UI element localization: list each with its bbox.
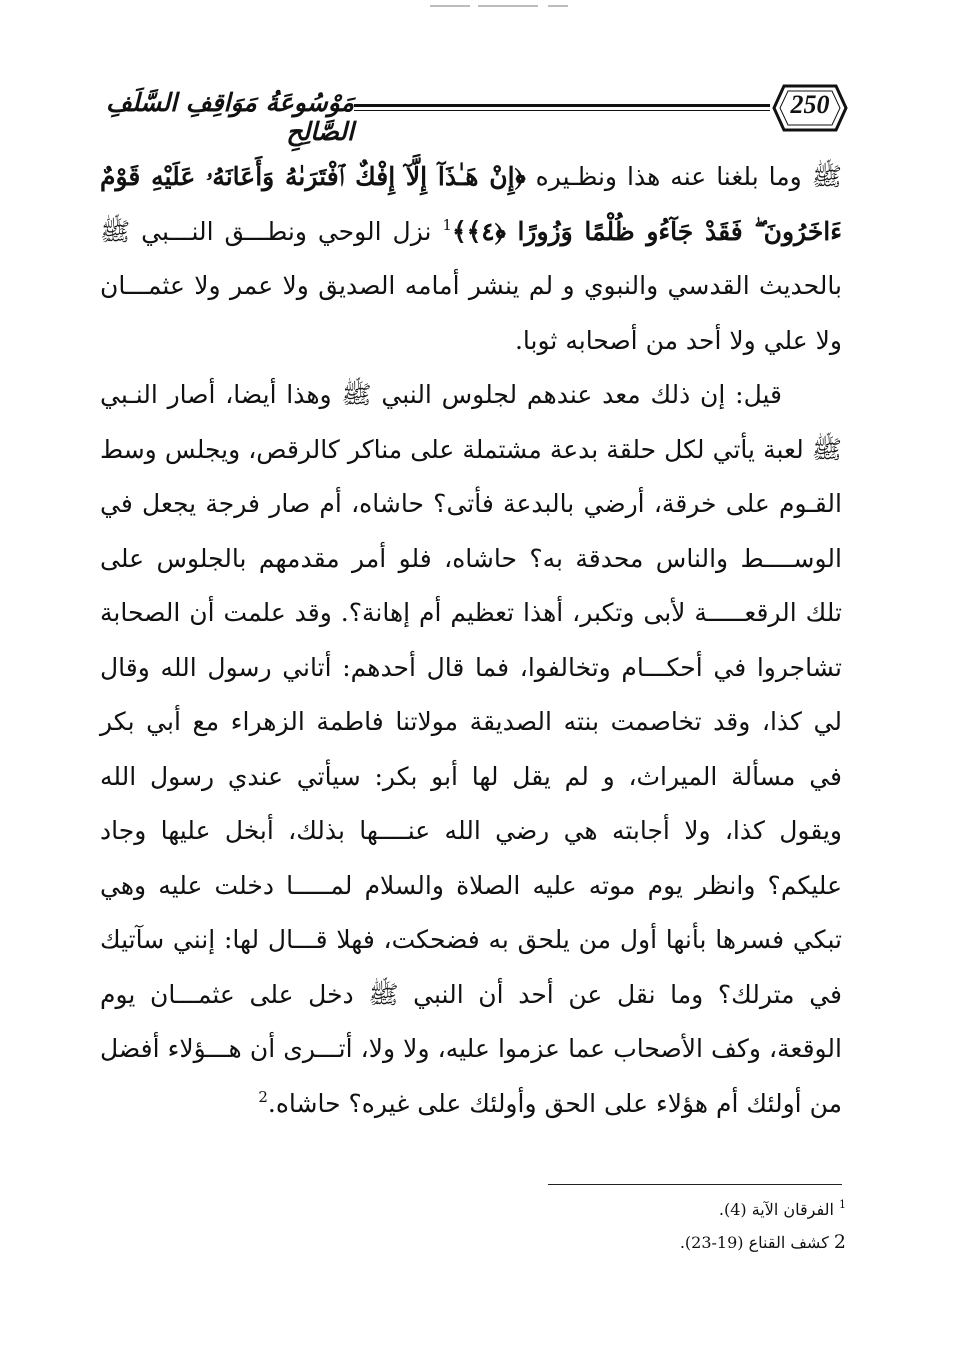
body-text (100, 150, 842, 1131)
footnote-1 (500, 1194, 846, 1226)
header-rule-thin (354, 110, 770, 111)
footnotes (500, 1194, 846, 1259)
book-title: مَوْسُوعَةُ مَوَاقِفِ السَّلَفِ الصَّالِحِ (106, 88, 354, 146)
page-header (92, 74, 850, 154)
scan-mark (478, 5, 538, 7)
page-number-badge (770, 80, 850, 136)
paragraph-2 (100, 368, 842, 1131)
scan-mark (548, 5, 568, 7)
text-segment: قيل: إن ذلك معد عندهم لجلوس النبي ﷺ وهذا أيضا، أصار النـبي ﷺ لعبة يأتي لكل حلقة بدعة مشتملة على مناكر كالرقص، ويجلس وسط القـوم على خرقة، أرضي بالبدعة فأتى؟ حاشاه، أم صار فرجة يجعل في الوســــط والناس محدقة به؟ حاشاه، فلو أمر مقدمهم بالجلوس على تلك الرقعـــــة لأبى وتكبر، أهذا تعظيم أم إهانة؟. وقد علمت أن الصحابة تشاجروا في أحكـــام وتخالفوا، فما قال أحدهم: أتاني رسول الله وقال لي كذا، وقد تخاصمت بنته الصديقة مولاتنا فاطمة الزهراء مع أبي بكر في مسألة الميراث، و لم يقل لها أبو بكر: سيأتي عندي رسول الله ويقول كذا، ولا أجابته هي رضي الله عنــــها بذلك، أبخل عليها وجاد عليكم؟ وانظر يوم موته عليه الصلاة والسلام لمـــــا دخلت عليه وهي تبكي فسرها بأنها أول من يلحق به فضحكت، فهلا قـــال لها: إنني سآتيك في مترلك؟ وما نقل عن أحد أن النبي ﷺ دخل على عثمـــان يوم الوقعة، وكف الأصحاب عما عزموا عليه، ولا ولا، أتـــرى أن هـــؤلاء أفضل من أولئك أم هؤلاء على الحق وأولئك على غيره؟ حاشاه. (100, 380, 842, 1118)
header-rule (354, 104, 770, 107)
footnote-number: 1 (839, 1198, 846, 1211)
footnote-2 (500, 1226, 846, 1259)
text-segment: ﷺ وما بلغنا عنه هذا ونظـيره (525, 162, 842, 191)
footnote-text: الفرقان الآية (4). (718, 1200, 834, 1219)
scan-mark (430, 5, 470, 7)
footnote-ref-2: 2 (258, 1087, 268, 1106)
text-segment: نزل الوحي ونطـــق النـــبي ﷺ بالحديث القدسي والنبوي و لم ينشر أمامه الصديق ولا عمر ولا عثمـــان ولا علي ولا أحد من أصحابه ثوبا. (100, 216, 842, 355)
quran-verse: ﴿إِنْ هَـٰذَآ إِلَّآ إِفْكٌ ٱفْتَرَىٰهُ وَأَعَانَهُۥ عَلَيْهِ قَوْمٌ ءَاخَرُونَ ۖ فَقَدْ جَآءُو ظُلْمًا وَزُورًا ﴿٤﴾﴾ (100, 162, 842, 246)
page-number: 250 (790, 90, 830, 119)
footnote-number: 2 (833, 1231, 846, 1253)
footnote-ref-1: 1 (442, 215, 452, 234)
paragraph-1 (100, 150, 842, 368)
footnote-text: كشف القناع (19-23). (679, 1233, 829, 1252)
footnote-separator (548, 1184, 842, 1185)
